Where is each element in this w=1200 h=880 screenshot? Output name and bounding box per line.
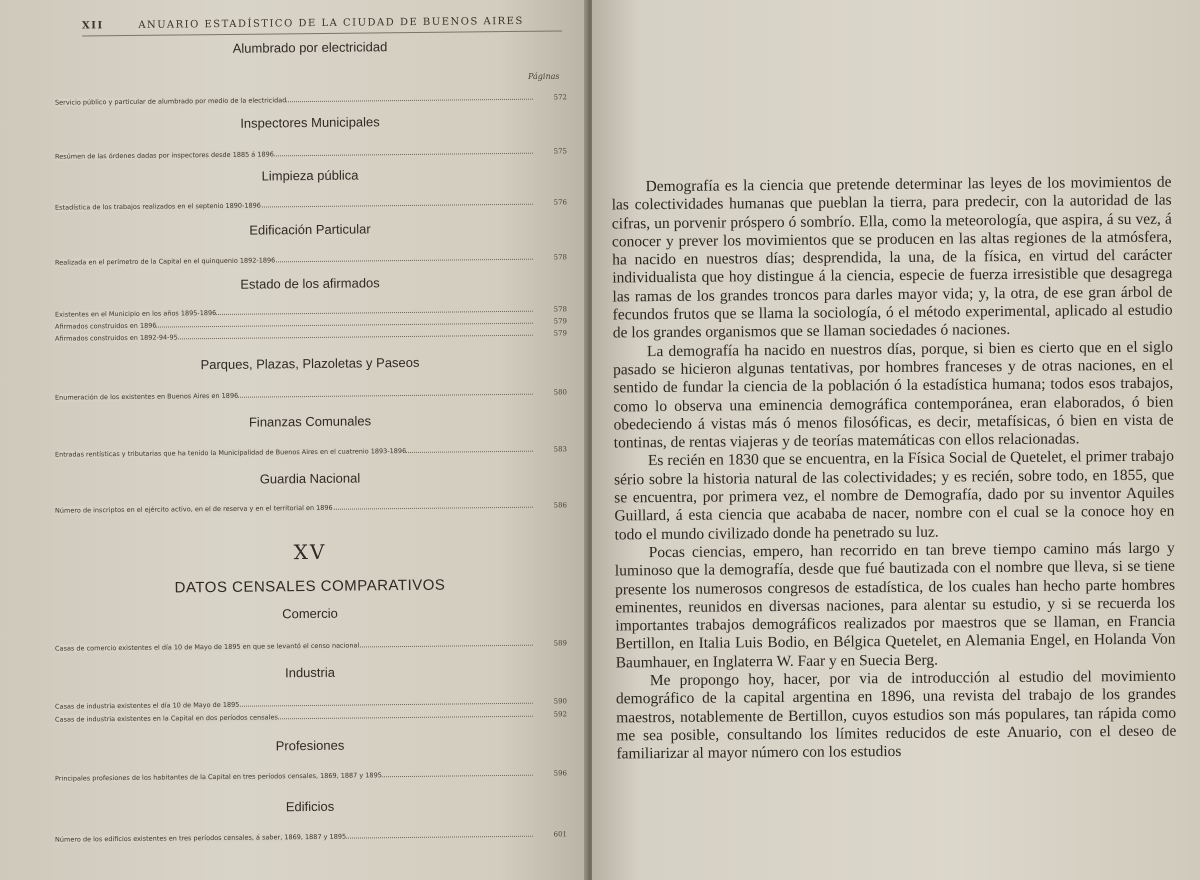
toc-entry[interactable] <box>55 635 567 652</box>
toc-entry[interactable] <box>55 249 567 266</box>
toc-entry-text: Número de los edificios existentes en tres períodos censales, á saber, 1869, 1887 y 1895 <box>54 832 347 844</box>
toc-entry[interactable] <box>55 765 567 782</box>
toc-entry-page: 580 <box>553 388 568 397</box>
toc-entry[interactable] <box>55 441 567 458</box>
section-title: Comercio <box>282 605 338 622</box>
section-title: Alumbrado por electricidad <box>232 39 388 56</box>
toc-entry-page: 601 <box>553 830 568 839</box>
toc-entry-text: Afirmados construidos en 1892-94-95 <box>54 333 178 343</box>
toc-entry-page: 596 <box>553 769 568 778</box>
paragraph: Es recién en 1830 que se encuentra, en la Física Social de Quetelet, el primer trabajo sério sobre la historia natural de las colectividades; y es recién, sobre todo, en 1855, que se encuentra, por primera vez, el nombre de Demografía, dado por su inventor Aquiles Guillard, á esta ciencia que acababa de nacer, nombre con el cual se la conoce hoy en todo el mundo civilizado donde ha penetrado su luz. <box>614 448 1175 544</box>
paragraph: La demografía ha nacido en nuestros días, porque, si bien es cierto que en el siglo pasado se hicieron algunas tentativas, por hombres franceses y de otras naciones, en el sentido de fundar la ciencia de la población ó la estadística humana; todos esos trabajos, como lo observa una eminencia demográfica contemporánea, eran elaborados, ó bien obedeciendo á vistas más ó menos filosóficas, es decir, metafísicas, ó bien en vista de tontinas, de rentas viajeras y de teorías matemáticas con ellos relacionadas. <box>613 338 1174 452</box>
paragraph: Me propongo hoy, hacer, por via de introducción al estudio del movimiento demográfico de la capital argentina en 1896, una revista del trabajo de los grandes maestros, notablemente de Bertillon, cuyos estudios son más populares, tan rápida como me sea posible, consultando los límites reducidos de este Anuario, con el deseo de familiarizar al mayor número con los estudios <box>615 667 1177 763</box>
part-title: DATOS CENSALES COMPARATIVOS <box>174 576 446 597</box>
toc-entry-page: 579 <box>553 329 568 338</box>
toc-entry-page: 583 <box>553 445 568 454</box>
toc-entry-page: 578 <box>553 305 568 314</box>
section-title: Limpieza pública <box>261 167 359 184</box>
toc-entry[interactable] <box>55 826 567 843</box>
section-title: Finanzas Comunales <box>248 413 372 430</box>
section-title: Estado de los afirmados <box>240 275 380 292</box>
toc-entry[interactable] <box>55 194 567 211</box>
toc-entry-text: Resúmen de las órdenes dadas por inspectores desde 1885 á 1896 <box>54 150 274 161</box>
toc-entry-text: Entradas rentísticas y tributarias que ha tenido la Municipalidad de Buenos Aires en el cuatrenio 1893-1896 <box>54 447 407 459</box>
section-title: Profesiones <box>275 737 345 754</box>
toc-entry-page: 572 <box>553 93 568 102</box>
section-title: Inspectores Municipales <box>240 114 380 131</box>
running-head-title: ANUARIO ESTADÍSTICO DE LA CIUDAD DE BUENOS AIRES <box>138 15 524 31</box>
toc-entry-text: Enumeración de los existentes en Buenos Aires en 1896 <box>54 391 239 402</box>
toc-entry-page: 575 <box>553 147 568 156</box>
toc-entry-text: Casas de comercio existentes el día 10 de Mayo de 1895 en que se levantó el censo nacional <box>54 641 360 653</box>
toc-entry-page: 586 <box>553 501 568 510</box>
left-page <box>0 0 588 880</box>
toc-entry-text: Estadística de los trabajos realizados en el septenio 1890-1896 <box>54 201 261 212</box>
toc-entry[interactable] <box>55 384 567 401</box>
toc-entry-text: Número de inscriptos en el ejército activo, en el de reserva y en el territorial en 1896 <box>54 503 333 515</box>
page-number: XII <box>81 20 104 32</box>
toc-entry-page: 578 <box>553 253 568 262</box>
section-title: Parques, Plazas, Plazoletas y Paseos <box>200 354 420 373</box>
paragraph: Pocas ciencias, empero, han recorrido en tan breve tiempo camino más largo y luminoso que la demografía, desde que fué bautizada con el nombre que lleva, si se tiene presente los numerosos congresos de estadística, de los cuales han hecho parte hombres eminentes, reunidos en diversas naciones, para alentar su estudio, y si se recuerda los importantes trabajos demográficos realizados por maestros que se llaman, en Francia Bertillon, en Italia Luis Bodio, en Bélgica Quetelet, en Alemania Engel, en Holanda Von Baumhauer, en Inglaterra W. Faar y en Suecia Berg. <box>614 539 1176 672</box>
section-title: Edificación Particular <box>249 221 371 238</box>
toc-entry-page: 589 <box>553 639 568 648</box>
toc-entry-page: 590 <box>553 697 568 706</box>
toc-entry-text: Casas de industria existentes el día 10 de Mayo de 1895 <box>54 700 240 711</box>
toc-entry-text: Casas de industria existentes en la Capital en dos períodos censales <box>54 713 278 724</box>
toc-entry[interactable] <box>55 497 567 514</box>
toc-entry-text: Servicio público y particular de alumbrado por medio de la electricidad <box>54 96 287 107</box>
toc-entry-text: Principales profesiones de los habitantes de la Capital en tres períodos censales, 1869, 1887 y 1895 <box>54 771 382 783</box>
section-title: Industria <box>284 664 336 681</box>
right-page <box>592 0 1200 880</box>
toc-entry[interactable] <box>55 89 567 106</box>
paginas-label: Páginas <box>528 72 560 81</box>
running-head <box>82 15 562 36</box>
toc-entry-text: Afirmados construidos en 1896 <box>54 321 157 331</box>
section-title: Edificios <box>285 798 335 815</box>
toc-entry-text: Realizada en el perímetro de la Capital en el quinquenio 1892-1896 <box>54 256 276 267</box>
toc-entry-text: Existentes en el Municipio en los años 1895-1896 <box>54 308 217 319</box>
toc-entry[interactable] <box>55 143 567 160</box>
body-text <box>611 174 1176 764</box>
section-title: Guardia Nacional <box>259 470 361 487</box>
toc-entry-page: 592 <box>553 710 568 719</box>
part-numeral: XV <box>293 539 327 565</box>
toc-entry-page: 579 <box>553 317 568 326</box>
paragraph: Demografía es la ciencia que pretende determinar las leyes de los movimientos de las colectividades humanas que pueblan la tierra, para predecir, con la autoridad de las cifras, un porvenir próspero ó sombrío. Ella, como la meteorología, que aspira, á su vez, á conocer y prever los movimientos que se producen en las altas regiones de la atmósfera, ha nacido en nuestros días; desprendida, la una, de la física, en virtud del carácter individualista que hoy distingue á la ciencia, especie de fuerza irresistible que desagrega las ramas de los grandes troncos para darles mayor vida; y, la otra, de ese gran árbol de fecundos frutos que se llama la sociología, ó el método experimental, aplicado al estudio de los grandes organismos que se llaman sociedades ó naciones. <box>611 173 1173 342</box>
toc-entry-page: 576 <box>553 198 568 207</box>
